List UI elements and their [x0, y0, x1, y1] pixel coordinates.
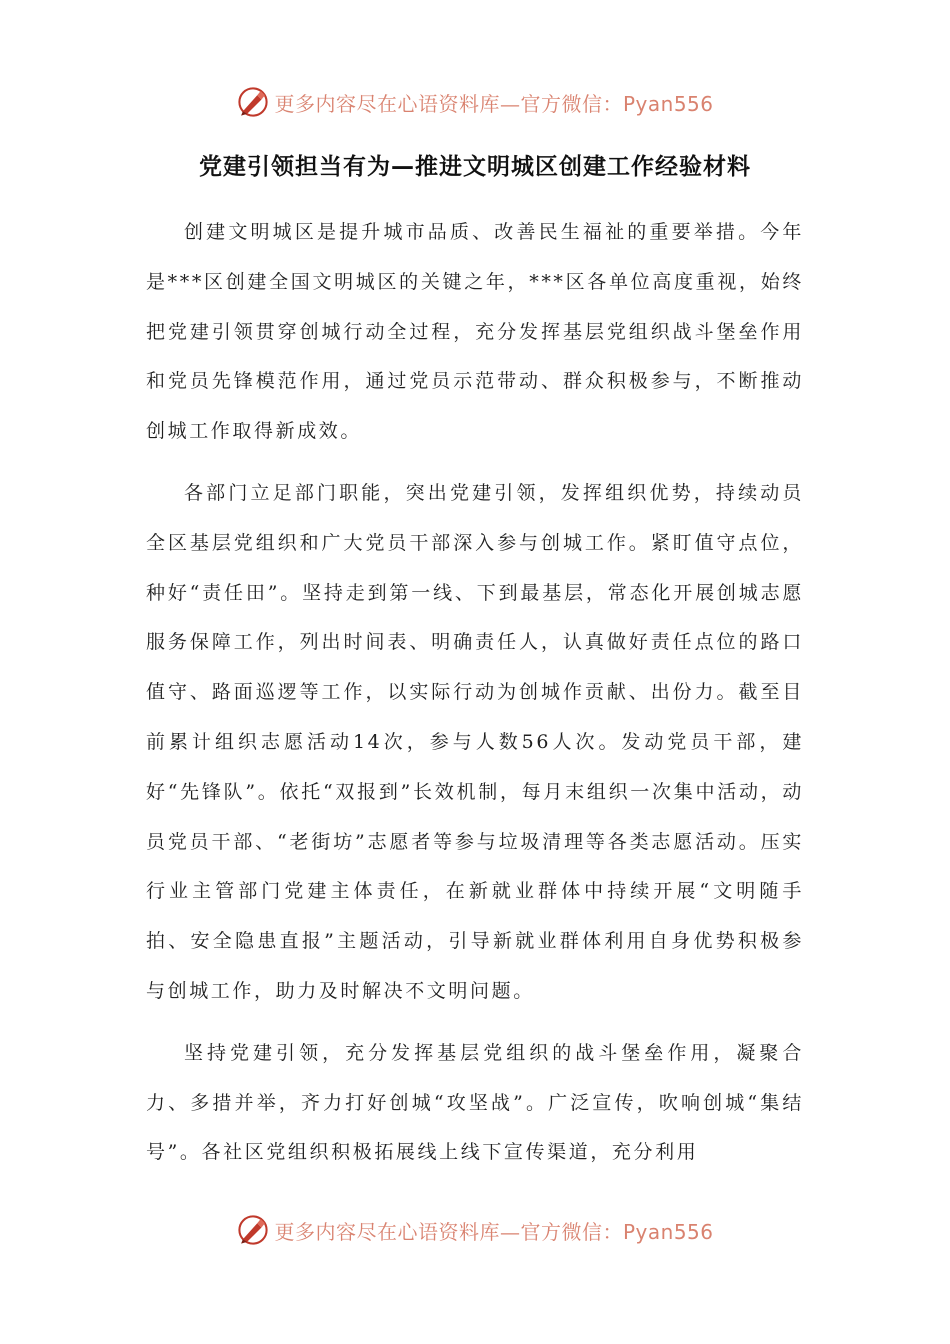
paragraph-3: 坚持党建引领，充分发挥基层党组织的战斗堡垒作用，凝聚合力、多措并举，齐力打好创城“攻坚战”。广泛宣传，吹响创城“集结号”。各社区党组织积极拓展线上线下宣传渠道，充分利用 — [146, 1041, 804, 1164]
document-body — [146, 208, 804, 1190]
watermark-text: 更多内容尽在心语资料库—官方微信：Pyan556 — [274, 91, 714, 116]
pen-nib-logo-icon — [236, 85, 270, 119]
footer-watermark — [0, 1210, 950, 1250]
pen-nib-logo-icon — [236, 1213, 270, 1247]
paragraph-1: 创建文明城区是提升城市品质、改善民生福祉的重要举措。今年是***区创建全国文明城区的关键之年，***区各单位高度重视，始终把党建引领贯穿创城行动全过程，充分发挥基层党组织战斗堡垒作用和党员先锋模范作用，通过党员示范带动、群众积极参与，不断推动创城工作取得新成效。 — [146, 221, 804, 443]
watermark-handle: Pyan556 — [622, 1219, 714, 1244]
document-title: 党建引领担当有为—推进文明城区创建工作经验材料 — [199, 154, 751, 180]
paragraph-2: 各部门立足部门职能，突出党建引领，发挥组织优势，持续动员全区基层党组织和广大党员干部深入参与创城工作。紧盯值守点位，种好“责任田”。坚持走到第一线、下到最基层，常态化开展创城志愿服务保障工作，列出时间表、明确责任人，认真做好责任点位的路口值守、路面巡逻等工作，以实际行动为创城作贡献、出份力。截至目前累计组织志愿活动14次，参与人数56人次。发动党员干部，建好“先锋队”。依托“双报到”长效机制，每月末组织一次集中活动，动员党员干部、“老街坊”志愿者等参与垃圾清理等各类志愿活动。压实行业主管部门党建主体责任，在新就业群体中持续开展“文明随手拍、安全隐患直报”主题活动，引导新就业群体利用自身优势积极参与创城工作，助力及时解决不文明问题。 — [146, 481, 804, 1002]
header-watermark — [0, 82, 950, 122]
watermark-handle: Pyan556 — [622, 91, 714, 116]
watermark-text: 更多内容尽在心语资料库—官方微信：Pyan556 — [274, 1219, 714, 1244]
